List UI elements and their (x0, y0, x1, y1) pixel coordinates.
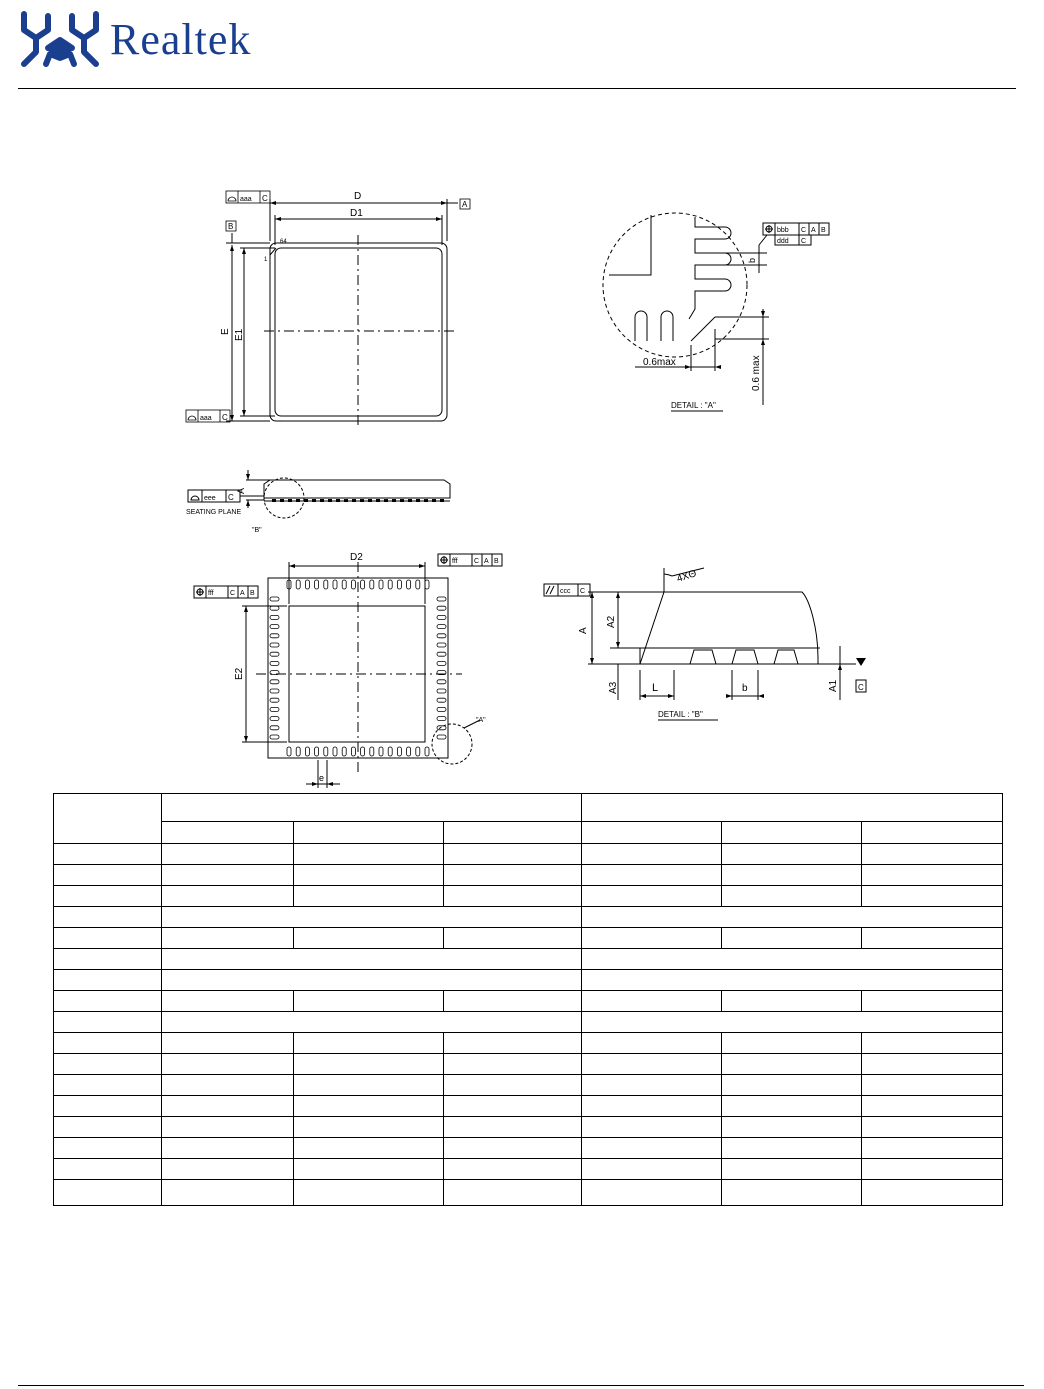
table-header-cell (162, 794, 582, 822)
lead-pad (437, 615, 446, 619)
tol-top-value: aaa (240, 196, 252, 203)
detail-a-b: b (747, 257, 757, 263)
lead-pad (270, 717, 279, 721)
table-row (54, 1117, 1003, 1138)
lead-pad (270, 625, 279, 629)
lead-pad (437, 689, 446, 693)
label-e: e (319, 773, 325, 783)
lead-pad (315, 580, 319, 589)
lead-pad (370, 580, 374, 589)
detail-a-tol1-datum-2: A (811, 227, 816, 234)
lead-pad (270, 634, 279, 638)
lead-pad (437, 652, 446, 656)
lead-pad (296, 580, 300, 589)
tol-right-datum-3: B (494, 558, 499, 565)
side-tol-datum: C (228, 493, 234, 502)
detail-a-tol1-datum-3: B (821, 227, 826, 234)
side-tol-value: eee (204, 495, 216, 502)
lead-pad (305, 747, 309, 756)
table-row (54, 1138, 1003, 1159)
lead-pad (437, 707, 446, 711)
label-E2: E2 (234, 667, 245, 680)
lead-pad (407, 580, 411, 589)
tol-right-datum-2: A (484, 558, 489, 565)
datum-a-label: A (462, 200, 468, 209)
table-header-cell (444, 822, 582, 844)
table-row (54, 970, 1003, 991)
lead-pad (425, 747, 429, 756)
label-E1: E1 (234, 328, 245, 341)
table-header-cell (722, 822, 862, 844)
lead-pad (270, 680, 279, 684)
detail-b-A: A (578, 627, 589, 634)
tol-bottom-value: aaa (200, 415, 212, 422)
detail-a-dim-v: 0.6 max (751, 355, 762, 391)
lead-pad (270, 707, 279, 711)
lead-pad (270, 698, 279, 702)
pin64-label: 64 (280, 239, 287, 245)
lead-pad (437, 661, 446, 665)
tol-right-datum-1: C (474, 558, 480, 565)
lead-pad (425, 580, 429, 589)
tol-left-datum-2: A (240, 590, 245, 597)
lead-pad (361, 580, 365, 589)
lead-pad (333, 747, 337, 756)
realtek-logo (16, 8, 104, 72)
table-row (54, 1054, 1003, 1075)
lead-pad (270, 606, 279, 610)
tol-left-value: fff (208, 590, 214, 597)
lead-pad (270, 735, 279, 739)
lead-pad (379, 747, 383, 756)
lead-pad (370, 747, 374, 756)
side-view-drawing (180, 466, 470, 538)
tol-left-datum-1: C (230, 590, 236, 597)
lead-pad (270, 615, 279, 619)
label-E: E (220, 328, 231, 335)
lead-pad (324, 747, 328, 756)
lead-pad (437, 634, 446, 638)
table-header-cell (294, 822, 444, 844)
tol-left-datum-3: B (250, 590, 255, 597)
lead-pad (416, 580, 420, 589)
table-row (54, 949, 1003, 970)
lead-pad (351, 580, 355, 589)
lead-pad (437, 625, 446, 629)
lead-pad (270, 597, 279, 601)
detail-a-ref: "A" (476, 717, 486, 724)
lead-pad (342, 580, 346, 589)
brand-name: Realtek (110, 15, 252, 64)
table-row (54, 907, 1003, 928)
lead-pad (315, 747, 319, 756)
table-row (54, 1033, 1003, 1054)
table-row (54, 844, 1003, 865)
lead-pad (437, 606, 446, 610)
detail-b-A2: A2 (606, 615, 617, 628)
seating-plane-label: SEATING PLANE (186, 509, 242, 516)
dimensions-table (53, 793, 1003, 1206)
detail-b-A1: A1 (828, 679, 839, 692)
lead-pad (437, 717, 446, 721)
detail-b-tol-datum: C (580, 588, 586, 595)
tol-top-datum: C (262, 194, 268, 203)
lead-pad (296, 747, 300, 756)
lead-pad (397, 580, 401, 589)
table-row (54, 886, 1003, 907)
detail-b-A3: A3 (608, 681, 619, 694)
table-row (54, 928, 1003, 949)
detail-a-dim-h: 0.6max (643, 357, 676, 368)
detail-a-tol2-datum: C (801, 238, 807, 245)
detail-a-tol1-datum-1: C (801, 227, 807, 234)
table-row (54, 1012, 1003, 1033)
table-header-row (54, 794, 1003, 822)
lead-pad (397, 747, 401, 756)
lead-pad (287, 747, 291, 756)
lead-pad (379, 580, 383, 589)
crab-logo-icon (16, 8, 104, 72)
label-D: D (354, 191, 362, 202)
lead-pad (437, 735, 446, 739)
detail-b-angle: 4XΘ (675, 568, 698, 585)
lead-pad (388, 747, 392, 756)
datum-b-label: B (228, 222, 234, 231)
lead-pad (342, 747, 346, 756)
table-row (54, 991, 1003, 1012)
lead-pad (361, 747, 365, 756)
table-header-cell (862, 822, 1003, 844)
detail-a-caption: DETAIL : "A" (671, 401, 716, 410)
lead-pad (407, 747, 411, 756)
top-view-drawing (180, 185, 480, 430)
lead-pad (437, 698, 446, 702)
detail-a-tol1: bbb (777, 227, 789, 234)
tol-right-value: fff (452, 558, 458, 565)
lead-pad (270, 661, 279, 665)
lead-pad (437, 643, 446, 647)
header-rule (18, 88, 1016, 89)
lead-pad (305, 580, 309, 589)
lead-pad (416, 747, 420, 756)
table-row (54, 1180, 1003, 1206)
lead-pad (270, 643, 279, 647)
detail-b-L: L (652, 682, 659, 694)
table-header-cell (162, 822, 294, 844)
lead-pad (270, 689, 279, 693)
lead-pad (437, 597, 446, 601)
bottom-view-drawing (190, 548, 520, 793)
lead-pad (388, 580, 392, 589)
label-D1: D1 (350, 208, 363, 219)
table-header-cell (582, 794, 1003, 822)
table-row (54, 1159, 1003, 1180)
table-subheader-row (54, 822, 1003, 844)
pin1-label: 1 (264, 257, 268, 263)
lead-pad (333, 580, 337, 589)
label-D2: D2 (350, 552, 363, 563)
table-row (54, 1096, 1003, 1117)
detail-a-tol2: ddd (777, 238, 789, 245)
detail-b-caption: DETAIL : "B" (658, 710, 703, 719)
detail-b-tol: ccc (560, 588, 571, 595)
detail-b-ref: "B" (252, 527, 262, 534)
table-header-cell (54, 794, 162, 844)
footer-rule (18, 1385, 1024, 1386)
lead-pad (270, 652, 279, 656)
table-row (54, 865, 1003, 886)
detail-b-drawing (540, 560, 870, 730)
detail-b-datum-c: C (858, 683, 864, 692)
side-label-A: A (236, 487, 246, 494)
tol-bottom-datum: C (222, 413, 228, 422)
detail-a-drawing (595, 205, 845, 420)
lead-pad (270, 726, 279, 730)
table-row (54, 1075, 1003, 1096)
lead-pad (324, 580, 328, 589)
lead-pad (351, 747, 355, 756)
lead-pad (437, 680, 446, 684)
detail-b-b: b (742, 683, 748, 694)
table-header-cell (582, 822, 722, 844)
